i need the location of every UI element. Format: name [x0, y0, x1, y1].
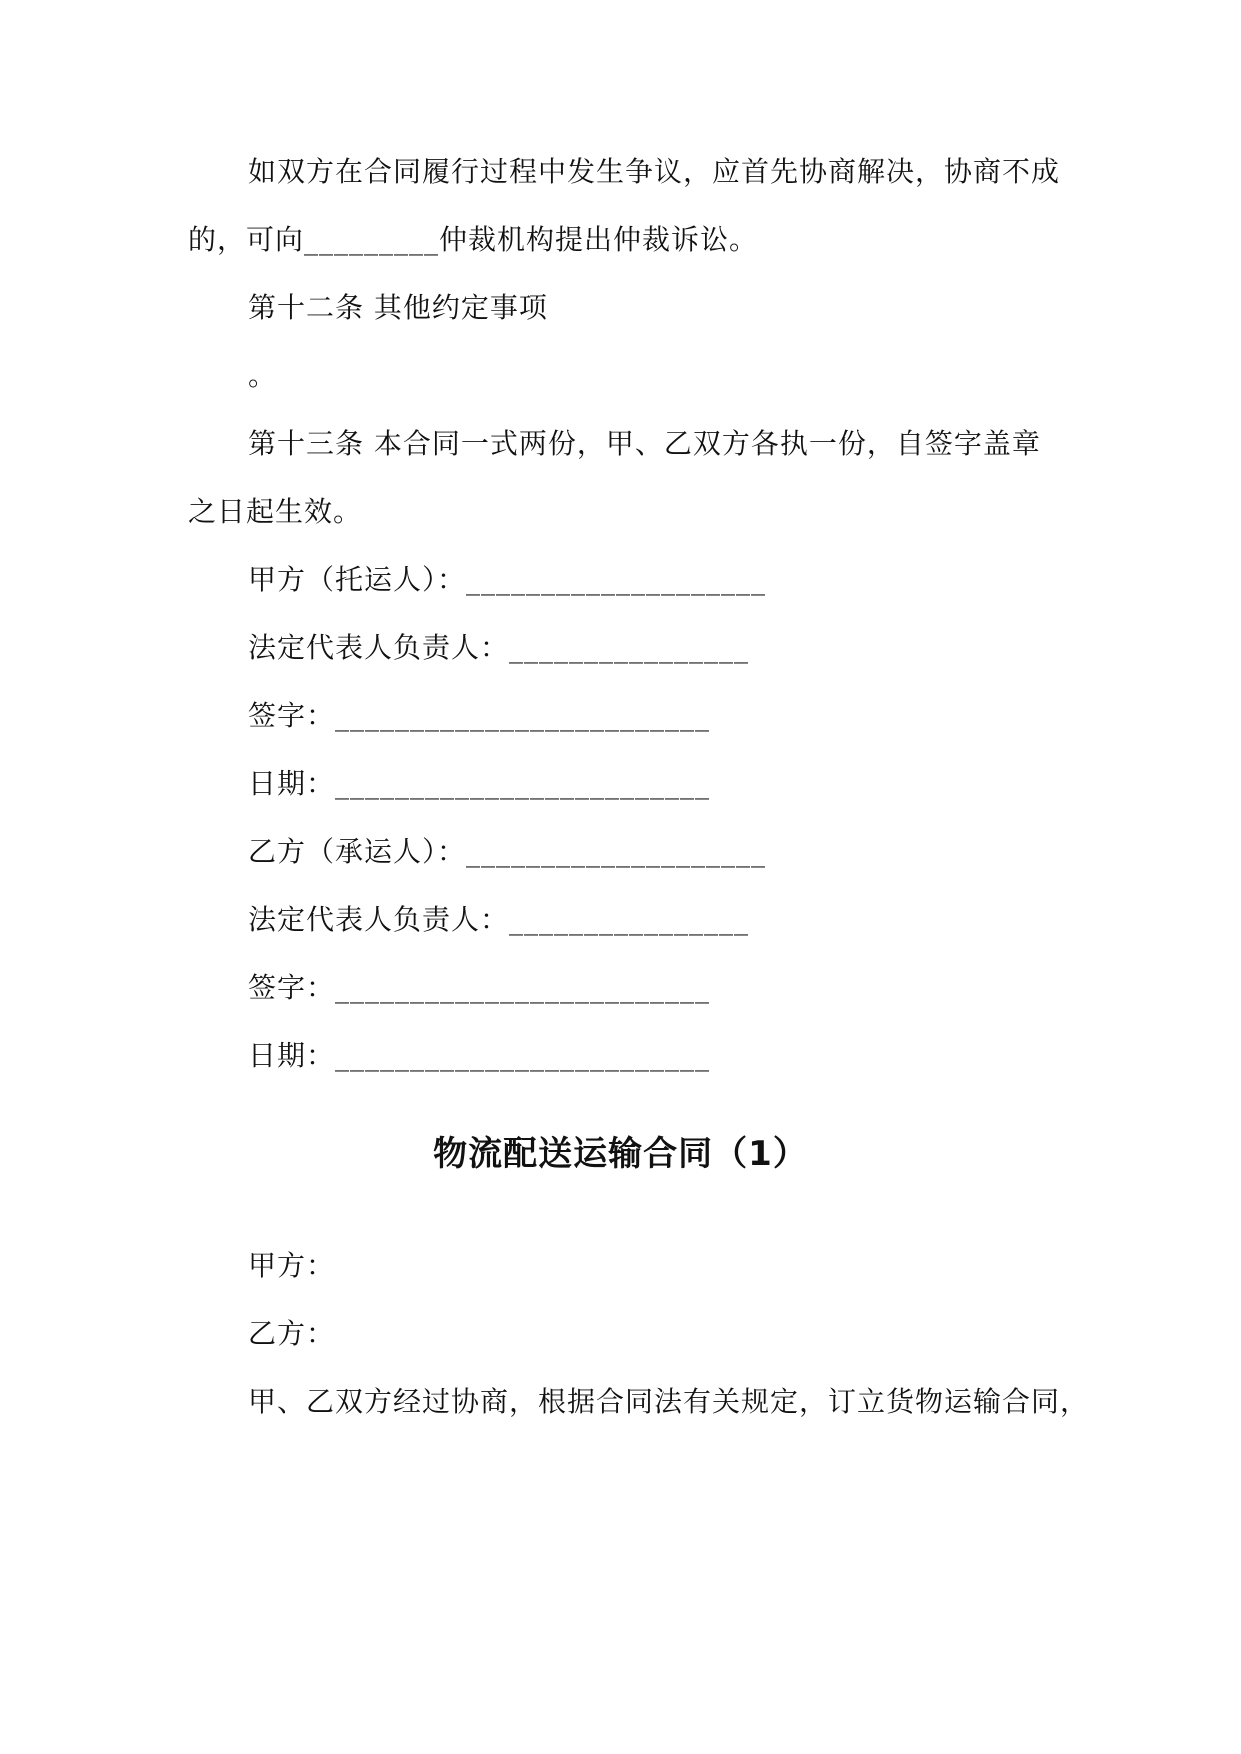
new-party-b-label: 乙方：	[248, 1317, 336, 1350]
party-b-date-field: 日期：_________________________	[248, 1039, 711, 1072]
new-party-a-label: 甲方：	[248, 1249, 336, 1282]
party-a-date-field: 日期：_________________________	[248, 767, 711, 800]
dispute-clause-line-1: 如双方在合同履行过程中发生争议，应首先协商解决，协商不成	[248, 155, 1061, 188]
article-13-line-1: 第十三条 本合同一式两份，甲、乙双方各执一份，自签字盖章	[248, 427, 1041, 460]
contract-preamble: 甲、乙双方经过协商，根据合同法有关规定，订立货物运输合同，	[248, 1385, 1090, 1418]
article-13-line-2: 之日起生效。	[188, 495, 363, 528]
dispute-clause-line-2: 的，可向_________仲裁机构提出仲裁诉讼。	[188, 223, 759, 256]
contract-title: 物流配送运输合同（1）	[433, 1134, 808, 1174]
article-12-heading: 第十二条 其他约定事项	[248, 291, 548, 324]
party-b-carrier-field: 乙方（承运人）：____________________	[248, 835, 767, 868]
party-a-shipper-field: 甲方（托运人）：____________________	[248, 563, 767, 596]
party-b-representative-field: 法定代表人负责人：________________	[248, 903, 750, 936]
party-b-signature-field: 签字：_________________________	[248, 971, 711, 1004]
article-12-body: 。	[248, 359, 278, 392]
party-a-representative-field: 法定代表人负责人：________________	[248, 631, 750, 664]
party-a-signature-field: 签字：_________________________	[248, 699, 711, 732]
